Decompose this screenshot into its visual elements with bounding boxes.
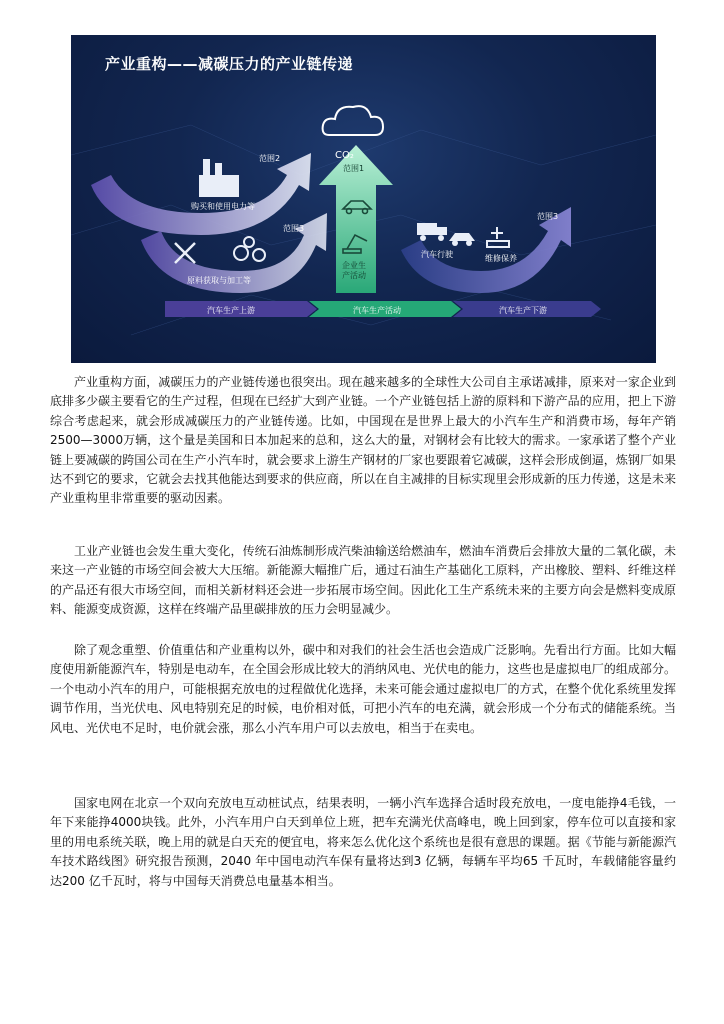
industry-chain-figure (71, 35, 656, 363)
paragraph-1-text: 产业重构方面，减碳压力的产业链传递也很突出。现在越来越多的全球性大公司自主承诺减排，原来对一家企业到底排多少碳主要看它的生产过程，但现在已经扩大到产业链。一个产业链包括上游的原料和下游产品的应用，把上下游综合考虑起来，就会形成减碳压力的产业链传递。比如，中国现在是世界上最大的小汽车生产和消费市场，每年产销2500—3000万辆，这个量是美国和日本加起来的总和，这么大的量，对钢材会有比较大的需求。一家承诺了整个产业链上要减碳的跨国公司在生产小汽车时，就会要求上游生产钢材的厂家也要跟着它减碳，这样会形成倒逼，炼钢厂如果达不到它的要求，它就会去找其他能达到要求的供应商，所以在自主减排的目标实现里会形成新的压力传递，这是未来产业重构里非常重要的驱动因素。 (50, 375, 676, 506)
car-travel-label: 汽车行驶 (421, 250, 453, 259)
chain-downstream-label: 汽车生产下游 (499, 306, 547, 315)
truck-icon (417, 223, 447, 241)
co2-label: CO₂ (335, 150, 354, 161)
paragraph-4 (50, 794, 676, 891)
paragraph-2 (50, 542, 676, 620)
maintenance-label: 维修保养 (485, 254, 517, 263)
car-right-icon (449, 233, 475, 246)
raw-material-label: 原料获取与加工等 (187, 276, 251, 285)
paragraph-3 (50, 641, 676, 738)
co2-cloud-icon (323, 106, 383, 135)
chain-activity-label: 汽车生产活动 (353, 306, 401, 315)
paragraph-1 (50, 373, 676, 509)
repair-car-icon (487, 227, 509, 247)
factory-icon (199, 159, 239, 197)
range1-label: 范围1 (343, 164, 365, 173)
range2-label: 范围2 (259, 154, 281, 163)
figure-title: 产业重构——减碳压力的产业链传递 (105, 55, 354, 73)
paragraph-2-text: 工业产业链也会发生重大变化，传统石油炼制形成汽柴油输送给燃油车，燃油车消费后会排放大量的二氧化碳，未来这一产业链的市场空间会被大大压缩。新能源大幅推广后，通过石油生产基础化工原料，产出橡胶、塑料、纤维这样的产品还有很大市场空间，而相关新材料还会进一步拓展市场空间。因此化工生产系统未来的主要方向会是燃料变成原料、能源变成资源，这样在终端产品里碳排放的压力会明显减少。 (50, 544, 676, 617)
range3-left-label: 范围3 (283, 224, 305, 233)
paragraph-4-text: 国家电网在北京一个双向充放电互动桩试点，结果表明，一辆小汽车选择合适时段充放电，一度电能挣4毛钱，一年下来能挣4000块钱。此外，小汽车用户白天到单位上班，把车充满光伏高峰电，晚上回到家，停车位可以直接和家里的用电系统关联，晚上用的就是白天充的便宜电，将来怎么优化这个系统也是很有意思的课题。据《节能与新能源汽车技术路线图》研究报告预测，2040 年中国电动汽车保有量将达到3 亿辆，每辆车平均65 千瓦时，车载储能容量约达200 亿千瓦时，将与中国每天消费总电量基本相当。 (50, 796, 676, 888)
buy-power-label: 购买和使用电力等 (191, 202, 255, 211)
chain-upstream-label: 汽车生产上游 (207, 306, 255, 315)
range3-right-label: 范围3 (537, 212, 559, 221)
enterprise-label: 企业生产活动 (342, 261, 366, 280)
paragraph-3-text: 除了观念重塑、价值重估和产业重构以外，碳中和对我们的社会生活也会造成广泛影响。先看出行方面。比如大幅度使用新能源汽车，特别是电动车，在全国会形成比较大的消纳风电、光伏电的能力，这些也是虚拟电厂的组成部分。一个电动小汽车的用户，可能根据充放电的过程做优化选择，未来可能会通过虚拟电厂的方式，在整个优化系统里发挥调节作用，当光伏电、风电特别充足的时候，电价相对低，可把小汽车的电充满，就会形成一个分布式的储能系统。当风电、光伏电不足时，电价就会涨，那么小汽车用户可以去放电，相当于在卖电。 (50, 643, 676, 735)
